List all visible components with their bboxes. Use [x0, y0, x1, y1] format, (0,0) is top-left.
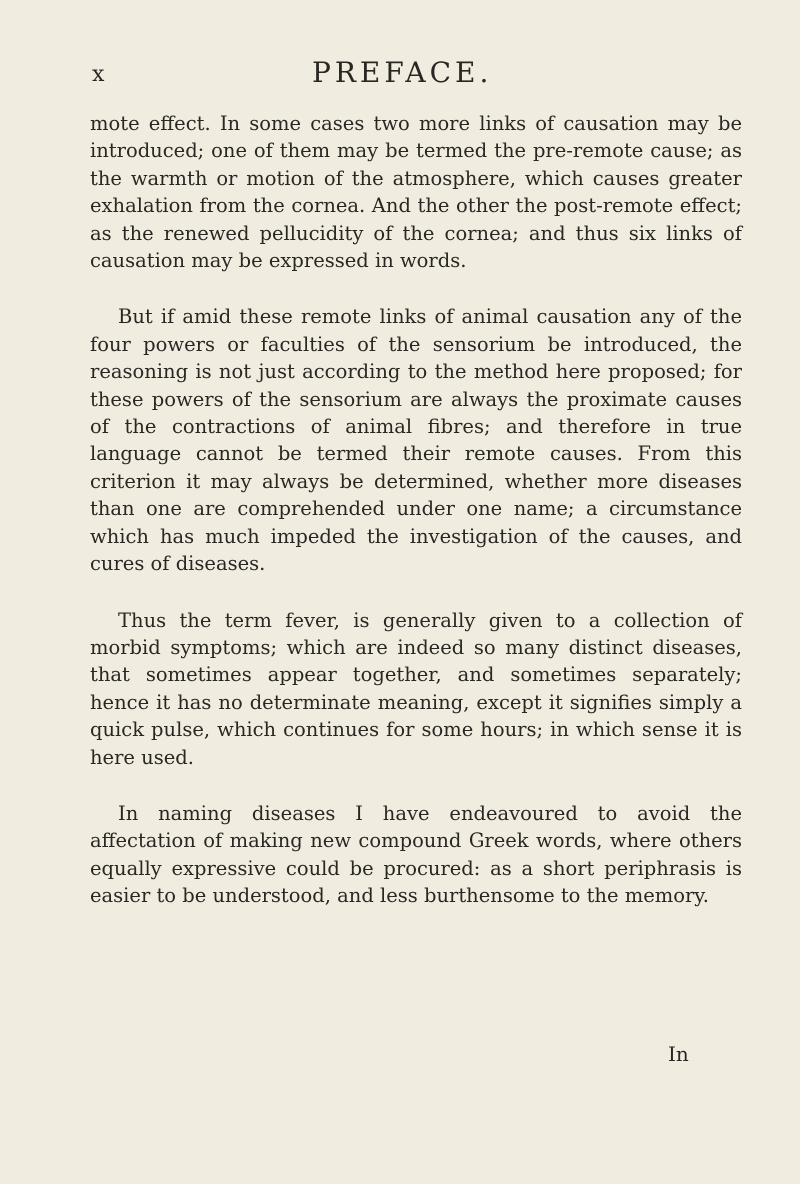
- paragraph-2: But if amid these remote links of animal causation any of the four powers or faculties of the sensorium be introduced, the reasoning is not just according to the method here proposed; for these powers of the sensorium are always the proximate causes of the contractions of animal fibres; and therefore in true language cannot be termed their remote causes. From this criterion it may always be determined, whether more diseases than one are comprehended under one name; a circumstance which has much impeded the investigation of the causes, and cures of diseases.: [90, 305, 742, 576]
- paragraph-3: Thus the term fever, is generally given to a collection of morbid symptoms; which are indeed so many distinct diseases, that sometimes appear together, and sometimes separately; hence it has no determinate meaning, except it signifies simply a quick pulse, which continues for some hours; in which sense it is here used.: [90, 608, 742, 769]
- catchword: In: [668, 1042, 689, 1066]
- page-number: x: [92, 62, 106, 87]
- running-title: PREFACE.: [312, 56, 493, 89]
- body-text: [90, 110, 742, 910]
- paragraph-1: mote effect. In some cases two more links of causation may be introduced; one of them may be termed the pre-remote cause; as the warmth or motion of the atmosphere, which causes greater exhalation from the cornea. And the other the post-remote effect; as the renewed pellucidity of the cornea; and thus six links of causation may be expressed in words.: [90, 112, 742, 273]
- paragraph-4: In naming diseases I have endeavoured to avoid the affectation of making new compound Greek words, where others equally expressive could be procured: as a short periphrasis is easier to be understood, and less burthensome to the memory.: [90, 801, 742, 908]
- page-header: [92, 56, 732, 90]
